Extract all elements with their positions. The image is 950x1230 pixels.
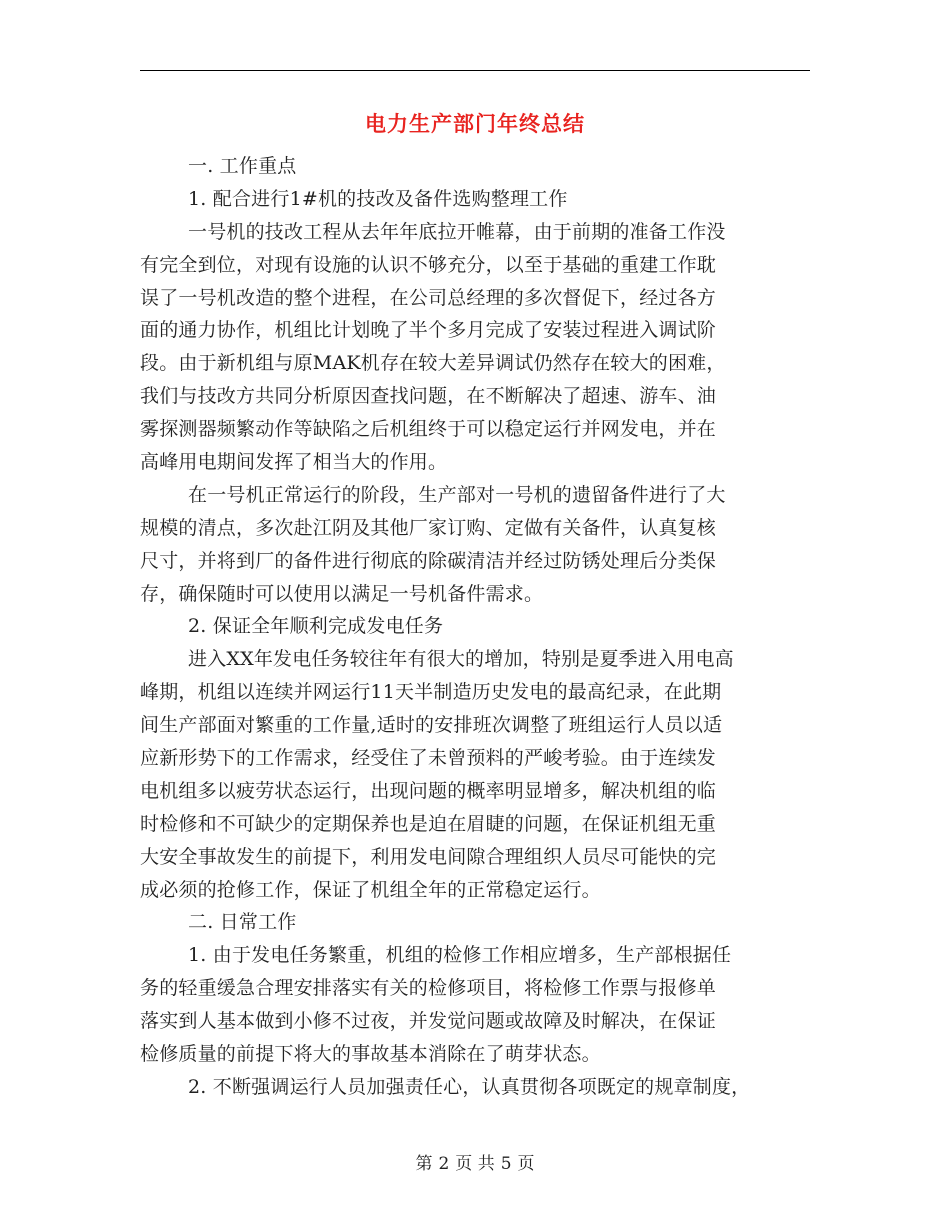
text-line: 面的通力协作，机组比计划晚了半个多月完成了安装过程进入调试阶 xyxy=(140,319,717,342)
text-line: 峰期，机组以连续并网运行11天半制造历史发电的最高纪录，在此期 xyxy=(140,681,722,704)
text-line: 务的轻重缓急合理安排落实有关的检修项目，将检修工作票与报修单 xyxy=(140,977,717,1000)
document-title: 电力生产部门年终总结 xyxy=(365,112,585,136)
text-line: 应新形势下的工作需求，经受住了未曾预料的严峻考验。由于连续发 xyxy=(140,747,717,770)
text-line: 高峰用电期间发挥了相当大的作用。 xyxy=(140,451,448,474)
footer-suffix: 页 xyxy=(517,1154,535,1174)
footer-prefix: 第 xyxy=(415,1154,433,1174)
text-line: 规模的清点，多次赴江阴及其他厂家订购、定做有关备件，认真复核 xyxy=(140,516,717,539)
text-line: 1. 由于发电任务繁重，机组的检修工作相应增多，生产部根据任 xyxy=(188,944,732,967)
text-line: 我们与技改方共同分析原因查找问题，在不断解决了超速、游车、油 xyxy=(140,385,717,408)
page-footer xyxy=(0,1152,950,1176)
text-line: 雾探测器频繁动作等缺陷之后机组终于可以稳定运行并网发电，并在 xyxy=(140,418,717,441)
text-line: 2. 不断强调运行人员加强责任心，认真贯彻各项既定的规章制度， xyxy=(188,1075,751,1098)
text-line: 二. 日常工作 xyxy=(188,911,297,934)
text-line: 存，确保随时可以使用以满足一号机备件需求。 xyxy=(140,582,544,605)
text-line: 一号机的技改工程从去年年底拉开帷幕，由于前期的准备工作没 xyxy=(188,220,726,243)
document-body xyxy=(140,150,812,1104)
text-line: 在一号机正常运行的阶段，生产部对一号机的遗留备件进行了大 xyxy=(188,483,726,506)
header-rule xyxy=(140,70,810,71)
text-line: 检修质量的前提下将大的事故基本消除在了萌芽状态。 xyxy=(140,1043,601,1066)
footer-page-number: 2 xyxy=(438,1154,450,1174)
text-line: 2. 保证全年顺利完成发电任务 xyxy=(188,615,444,638)
text-line: 一. 工作重点 xyxy=(188,155,297,177)
text-line: 有完全到位，对现有设施的认识不够充分，以至于基础的重建工作耽 xyxy=(140,253,717,276)
footer-total-pages: 5 xyxy=(500,1154,512,1174)
text-line: 进入XX年发电任务较往年有很大的增加，特别是夏季进入用电高 xyxy=(188,648,734,671)
text-line: 大安全事故发生的前提下，利用发电间隙合理组织人员尽可能快的完 xyxy=(140,845,717,868)
text-line: 时检修和不可缺少的定期保养也是迫在眉睫的问题，在保证机组无重 xyxy=(140,812,717,835)
text-line: 电机组多以疲劳状态运行，出现问题的概率明显增多，解决机组的临 xyxy=(140,779,717,802)
text-line: 成必须的抢修工作，保证了机组全年的正常稳定运行。 xyxy=(140,878,601,901)
text-line: 落实到人基本做到小修不过夜，并发觉问题或故障及时解决，在保证 xyxy=(140,1010,717,1033)
text-line: 误了一号机改造的整个进程，在公司总经理的多次督促下，经过各方 xyxy=(140,286,717,309)
text-line: 段。由于新机组与原MAK机存在较大差异调试仍然存在较大的困难， xyxy=(140,352,726,375)
text-line: 1. 配合进行1#机的技改及备件选购整理工作 xyxy=(188,187,568,210)
text-line: 间生产部面对繁重的工作量,适时的安排班次调整了班组运行人员以适 xyxy=(140,714,723,737)
text-line: 尺寸，并将到厂的备件进行彻底的除碳清洁并经过防锈处理后分类保 xyxy=(140,549,717,572)
footer-middle: 页 共 xyxy=(455,1154,495,1174)
